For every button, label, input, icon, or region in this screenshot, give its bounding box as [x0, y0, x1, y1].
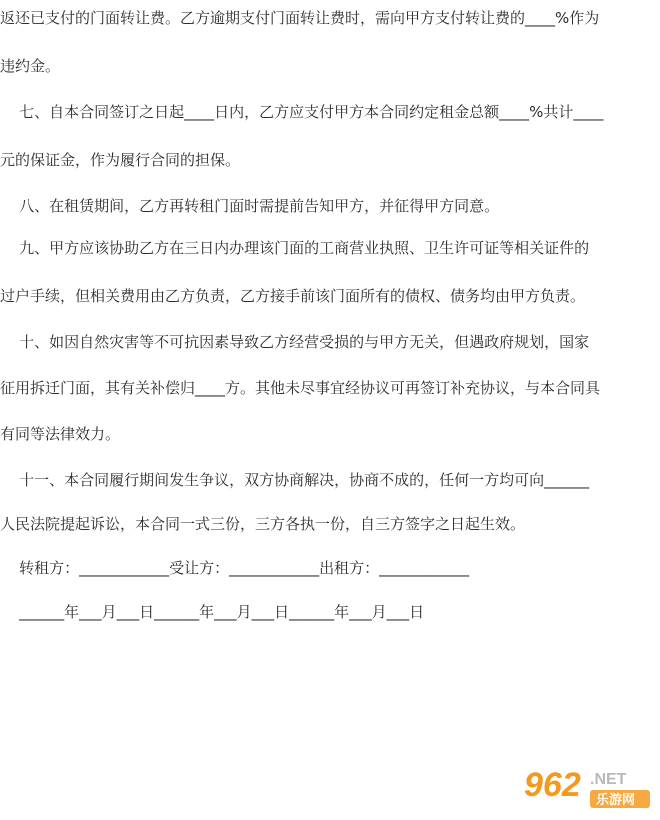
text-line: 人民法院提起诉讼，本合同一式三份，三方各执一份，自三方签字之日起生效。 — [0, 515, 526, 533]
clause-11-line: 十一、本合同履行期间发生争议，双方协商解决，协商不成的，任何一方均可向______ — [0, 471, 590, 489]
text-line: 过户手续，但相关费用由乙方负责，乙方接手前该门面所有的债权、债务均由甲方负责。 — [0, 287, 586, 305]
signature-dates-line: ______年___月___日______年___月___日______年___月___日 — [0, 603, 425, 621]
text-line: 元的保证金，作为履行合同的担保。 — [0, 151, 241, 169]
clause-7-line: 七、自本合同签订之日起____日内，乙方应支付甲方本合同约定租金总额____%共计____ — [0, 103, 604, 121]
watermark-suffix: .NET — [590, 771, 627, 788]
clause-9-line: 九、甲方应该协助乙方在三日内办理该门面的工商营业执照、卫生许可证等相关证件的 — [0, 239, 590, 257]
text-line: 返还已支付的门面转让费。乙方逾期支付门面转让费时，需向甲方支付转让费的____%作为 — [0, 9, 600, 27]
signature-parties-line: 转租方：____________受让方：____________出租方：____________ — [0, 559, 470, 577]
watermark-number: 962 — [524, 766, 581, 804]
clause-8-line: 八、在租赁期间，乙方再转租门面时需提前告知甲方，并征得甲方同意。 — [0, 197, 500, 215]
clause-10-line: 十、如因自然灾害等不可抗因素导致乙方经营受损的与甲方无关，但遇政府规划，国家 — [0, 333, 590, 351]
watermark-cn: 乐游网 — [596, 793, 636, 808]
text-line: 违约金。 — [0, 57, 61, 75]
text-line: 有同等法律效力。 — [0, 425, 121, 443]
site-watermark-logo — [522, 762, 652, 812]
watermark-logo-graphic — [522, 762, 652, 812]
text-line: 征用拆迁门面，其有关补偿归____方。其他未尽事宜经协议可再签订补充协议，与本合同具 — [0, 379, 601, 397]
